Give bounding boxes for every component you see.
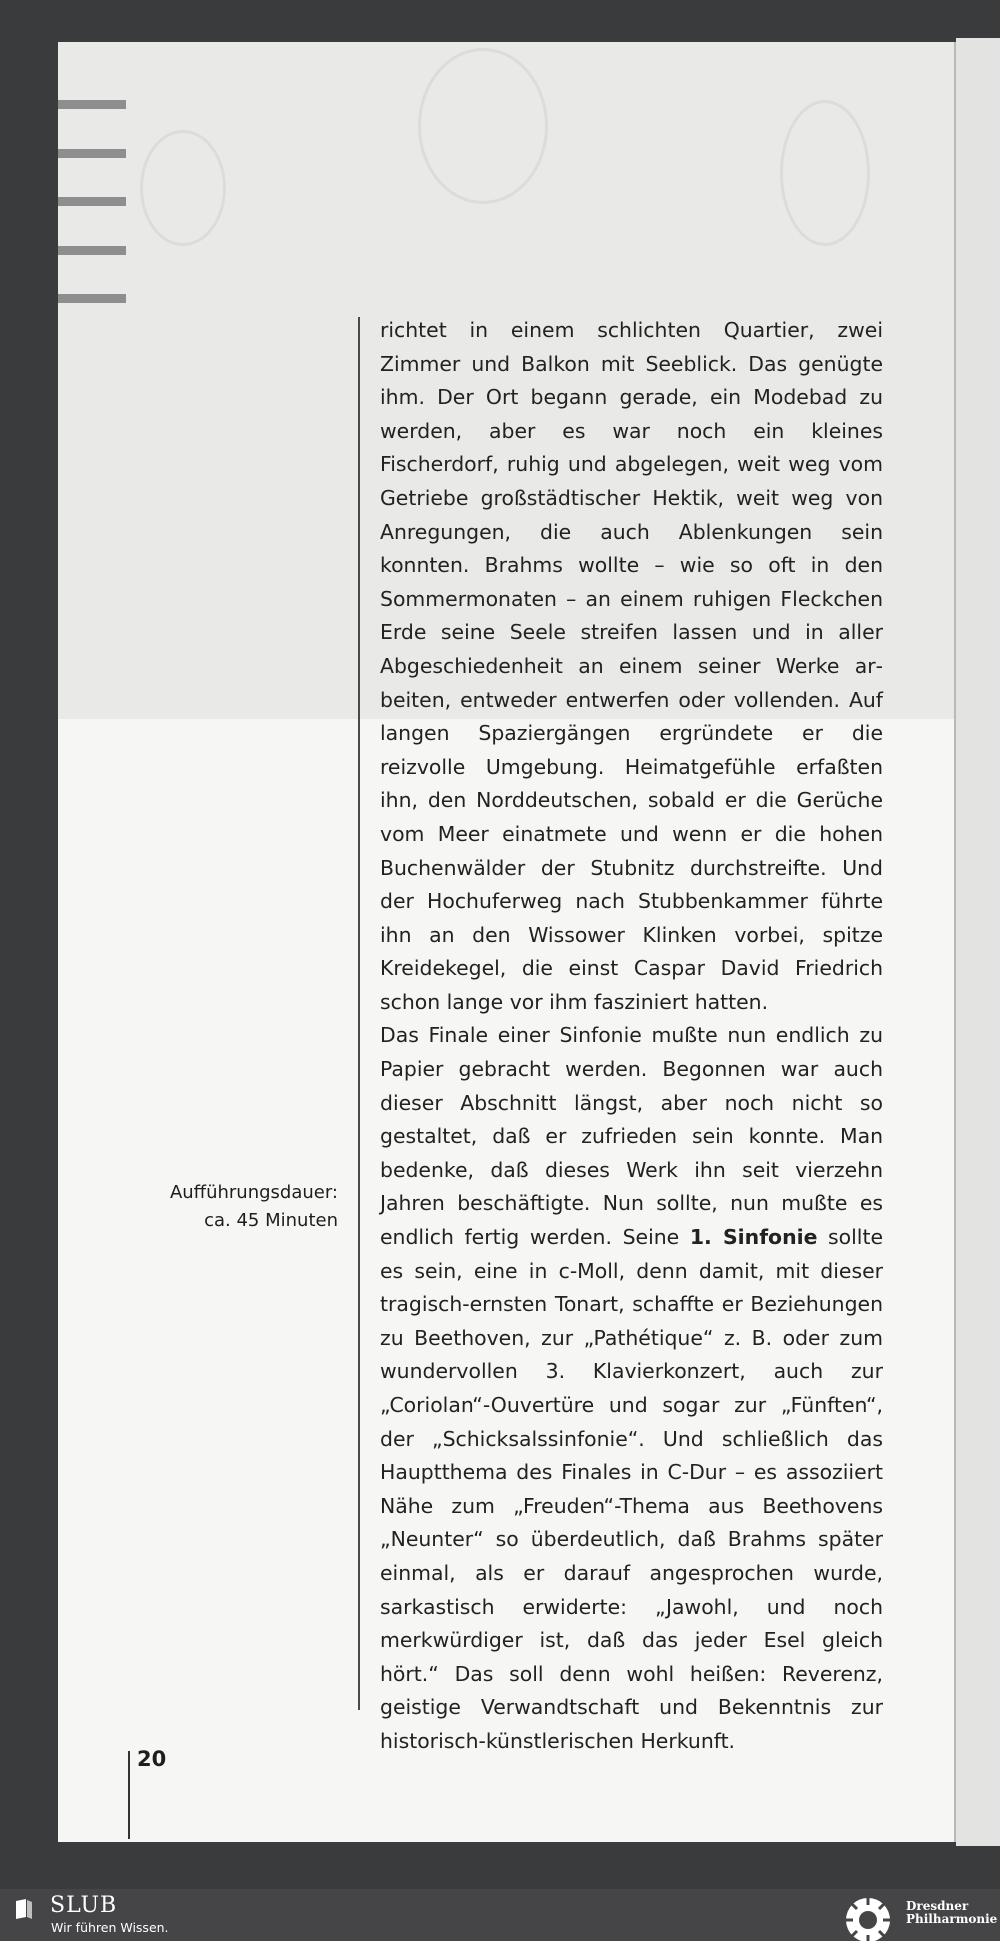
dresdner-philharmonie-name	[906, 1900, 997, 1926]
symphony-title: 1. Sinfonie	[689, 1225, 818, 1250]
page-fold-line	[954, 42, 956, 1842]
paragraph-text: sollte es sein, eine in c-Moll, denn damit, mit dieser tragisch-ernsten Tonart, schaffte er Beziehungen zu Beethoven, zur „Pathétique“ z. B. oder zum wundervollen 3. Klavierkonzert, auch zur „Coriolan“-Ouvertüre und sogar zur „Fünften“, der „Schicksalssinfonie“. Und schließlich das Hauptthema des Finales in C-Dur – es assoziiert Nähe zum „Freuden“-Thema aus Beethovens „Neunter“ so überdeutlich, daß Brahms später einmal, als er darauf angesprochen wurde, sarkastisch erwiderte: „Jawohl, und noch merkwürdiger ist, daß das jeder Esel gleich hört.“ Das soll denn wohl heißen: Reverenz, geistige Verwandtschaft und Bekenntnis zur historisch-künstlerischen Herkunft.	[380, 1225, 883, 1753]
scan-margin-tick	[58, 100, 126, 109]
slub-logo-icon[interactable]	[14, 1898, 34, 1920]
page-number-rule	[128, 1751, 130, 1839]
scan-margin-tick	[58, 246, 126, 255]
partner-name-line: Philharmonie	[906, 1912, 998, 1926]
dresdner-philharmonie-logo-icon[interactable]	[843, 1895, 893, 1941]
paragraph-text: Das Finale einer Sinfonie mußte nun endlich zu Papier gebracht werden. Begonnen war auch dieser Abschnitt längst, aber noch nicht so gestaltet, daß er zufrieden sein konnte. Man bedenke, daß dieses Werk ihn seit vierzehn Jahren beschäftigte. Nun sollte, nun mußte es endlich fertig werden. Seine	[380, 1023, 883, 1250]
page-number: 20	[137, 1747, 167, 1771]
slub-logo-text[interactable]: SLUB	[50, 1893, 118, 1918]
scan-margin-tick	[58, 294, 126, 303]
column-divider	[358, 317, 360, 1710]
duration-label: Aufführungsdauer:	[169, 1182, 338, 1203]
paragraph: richtet in einem schlichten Quartier, zwei Zimmer und Balkon mit Seeblick. Das genügte ihm. Der Ort begann gerade, ein Modebad zu werden, aber es war noch ein kleines Fischerdorf, ruhig und abgelegen, weit weg vom Getriebe großstädtischer Hektik, weit weg von Anregungen, die auch Ablenkungen sein konnten. Brahms wollte – wie so oft in den Sommermonaten – an einem ruhigen Fleckchen Erde seine Seele streifen lassen und in aller Abgeschiedenheit an einem seiner Werke arbeiten, entweder entwerfen oder vollenden. Auf langen Spaziergängen ergründete er die reizvolle Umgebung. Heimatgefühle erfaßten ihn, den Norddeutschen, sobald er die Gerüche vom Meer einatmete und wenn er die hohen Buchenwälder der Stubnitz durchstreifte. Und der Hochuferweg nach Stubbenkammer führte ihn an den Wissower Klinken vorbei, spitze Kreidekegel, die einst Caspar David Friedrich schon lange vor ihm fasziniert hatten.	[380, 318, 883, 1014]
article-body	[380, 314, 883, 1759]
duration-value: ca. 45 Minuten	[204, 1210, 338, 1231]
show-through-ornament	[418, 48, 548, 204]
scan-margin-tick	[58, 149, 126, 158]
scan-margin-tick	[58, 197, 126, 206]
partner-name-line: Dresdner	[906, 1899, 969, 1913]
paragraph	[380, 1019, 883, 1758]
performance-duration	[120, 1179, 338, 1235]
slub-tagline: Wir führen Wissen.	[51, 1920, 169, 1935]
next-page-edge	[956, 38, 1000, 1846]
show-through-ornament	[780, 100, 870, 246]
show-through-ornament	[140, 130, 226, 246]
